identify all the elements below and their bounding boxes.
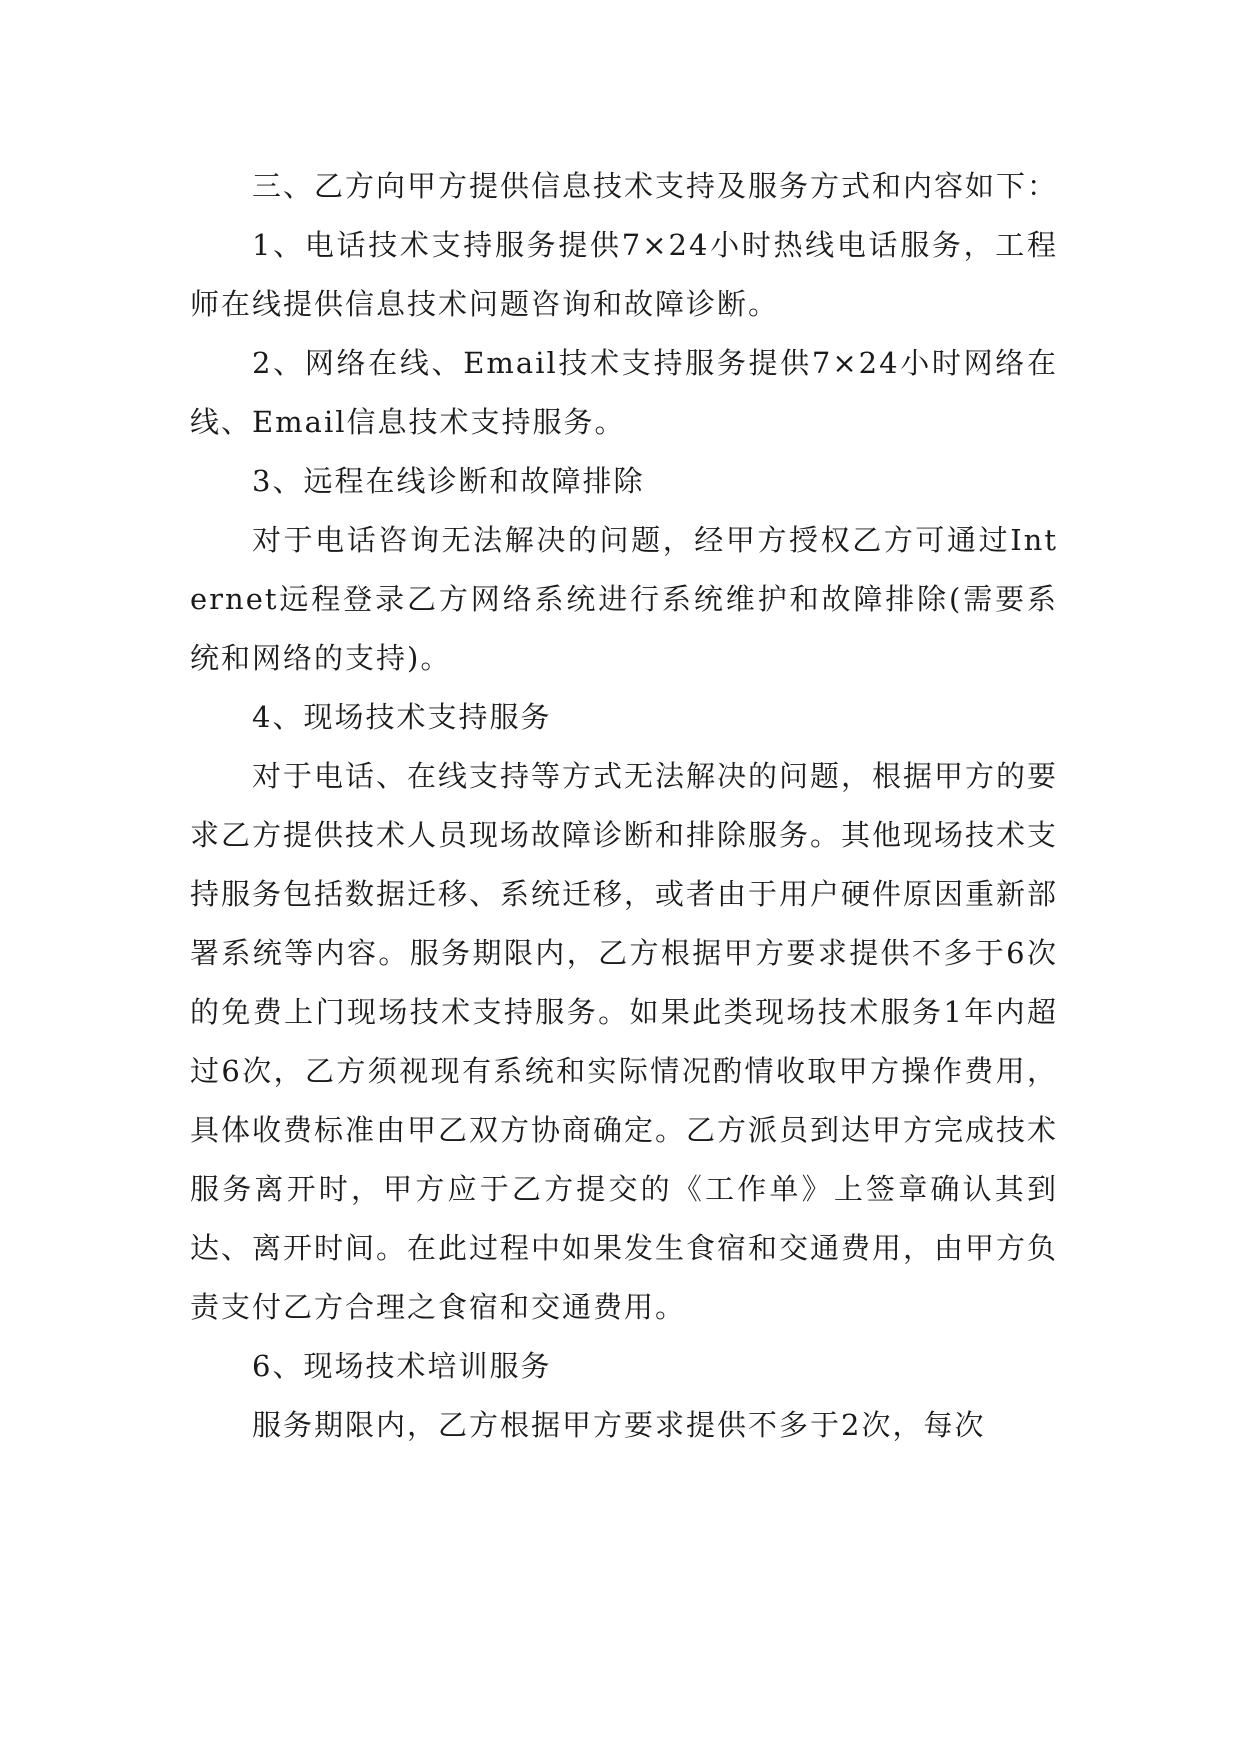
item-onsite-training-heading: 6、现场技术培训服务 <box>252 1349 552 1383</box>
item-remote-diagnosis-heading: 3、远程在线诊断和故障排除 <box>252 464 645 498</box>
document-body <box>190 157 1058 1455</box>
item-phone-support: 1、电话技术支持服务提供7×24小时热线电话服务，工程师在线提供信息技术问题咨询和故障诊断。 <box>190 228 1058 321</box>
remote-diagnosis-paragraph: 对于电话咨询无法解决的问题，经甲方授权乙方可通过Internet远程登录乙方网络系统进行系统维护和故障排除(需要系统和网络的支持)。 <box>190 523 1058 675</box>
section-heading-3: 三、乙方向甲方提供信息技术支持及服务方式和内容如下： <box>252 169 1059 203</box>
onsite-support-paragraph: 对于电话、在线支持等方式无法解决的问题，根据甲方的要求乙方提供技术人员现场故障诊断和排除服务。其他现场技术支持服务包括数据迁移、系统迁移，或者由于用户硬件原因重新部署系统等内容。服务期限内，乙方根据甲方要求提供不多于6次的免费上门现场技术支持服务。如果此类现场技术服务1年内超过6次，乙方须视现有系统和实际情况酌情收取甲方操作费用，具体收费标准由甲乙双方协商确定。乙方派员到达甲方完成技术服务离开时，甲方应于乙方提交的《工作单》上签章确认其到达、离开时间。在此过程中如果发生食宿和交通费用，由甲方负责支付乙方合理之食宿和交通费用。 <box>190 759 1059 1324</box>
onsite-training-paragraph: 服务期限内，乙方根据甲方要求提供不多于2次，每次 <box>252 1408 986 1442</box>
item-online-email-support: 2、网络在线、Email技术支持服务提供7×24小时网络在线、Email信息技术支持服务。 <box>190 346 1058 439</box>
item-onsite-support-heading: 4、现场技术支持服务 <box>252 700 552 734</box>
